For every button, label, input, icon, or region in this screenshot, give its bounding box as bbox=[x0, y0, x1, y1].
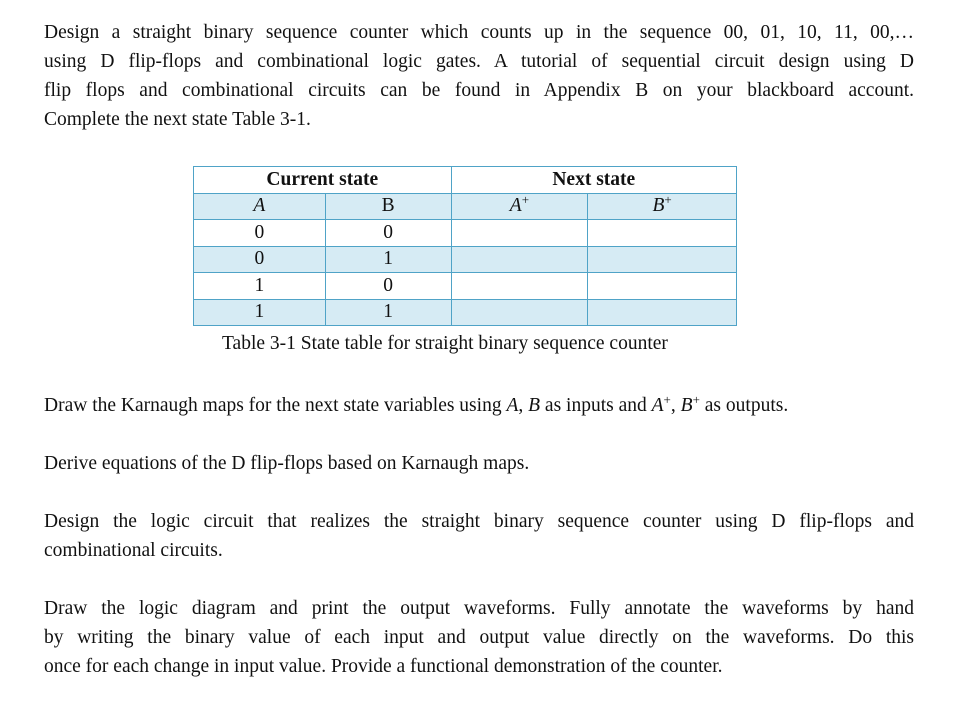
derive-paragraph bbox=[44, 449, 914, 478]
cell-a: 1 bbox=[194, 273, 326, 300]
kmap-paragraph: Draw the Karnaugh maps for the next state variables using A, B as inputs and A+, B+ as outputs. bbox=[44, 392, 789, 416]
cell-b: 0 bbox=[325, 273, 451, 300]
col-header-b: B bbox=[325, 193, 451, 220]
intro-line-3: flip flops and combinational circuits can be found in Appendix B on your blackboard account. bbox=[44, 80, 914, 101]
table-group-header-row bbox=[194, 167, 737, 194]
cell-b-next bbox=[588, 299, 737, 326]
cell-a-next bbox=[451, 299, 588, 326]
cell-b: 0 bbox=[325, 220, 451, 247]
cell-a-next bbox=[451, 220, 588, 247]
draw-line-3: once for each change in input value. Provide a functional demonstration of the counter. bbox=[44, 656, 723, 677]
table-row bbox=[194, 220, 737, 247]
cell-b-next bbox=[588, 246, 737, 273]
intro-line-1: Design a straight binary sequence counter which counts up in the sequence 00, 01, 10, 11, 00,… bbox=[44, 22, 914, 43]
cell-b-next bbox=[588, 220, 737, 247]
draw-line-2: by writing the binary value of each input and output value directly on the waveforms. Do this bbox=[44, 627, 914, 648]
cell-b-next bbox=[588, 273, 737, 300]
cell-a: 1 bbox=[194, 299, 326, 326]
intro-line-2: using D flip-flops and combinational logic gates. A tutorial of sequential circuit design using D bbox=[44, 51, 914, 72]
design-paragraph bbox=[44, 507, 914, 565]
cell-a: 0 bbox=[194, 220, 326, 247]
col-header-b-next: B+ bbox=[588, 193, 737, 220]
design-line-1: Design the logic circuit that realizes the straight binary sequence counter using D flip-flops and bbox=[44, 511, 914, 532]
table-row bbox=[194, 246, 737, 273]
next-state-header: Next state bbox=[451, 167, 736, 194]
intro-paragraph bbox=[44, 18, 914, 134]
table-row bbox=[194, 299, 737, 326]
cell-b: 1 bbox=[325, 299, 451, 326]
table-row bbox=[194, 273, 737, 300]
derive-line: Derive equations of the D flip-flops based on Karnaugh maps. bbox=[44, 453, 530, 474]
current-state-header: Current state bbox=[194, 167, 452, 194]
table-caption: Table 3-1 State table for straight binary sequence counter bbox=[222, 333, 668, 354]
col-header-a: A bbox=[194, 193, 326, 220]
table-column-header-row bbox=[194, 193, 737, 220]
intro-line-4: Complete the next state Table 3-1. bbox=[44, 109, 311, 130]
draw-line-1: Draw the logic diagram and print the output waveforms. Fully annotate the waveforms by hand bbox=[44, 598, 914, 619]
cell-b: 1 bbox=[325, 246, 451, 273]
design-line-2: combinational circuits. bbox=[44, 540, 223, 561]
draw-paragraph bbox=[44, 594, 914, 681]
cell-a: 0 bbox=[194, 246, 326, 273]
state-table bbox=[193, 166, 737, 326]
cell-a-next bbox=[451, 273, 588, 300]
cell-a-next bbox=[451, 246, 588, 273]
col-header-a-next: A+ bbox=[451, 193, 588, 220]
